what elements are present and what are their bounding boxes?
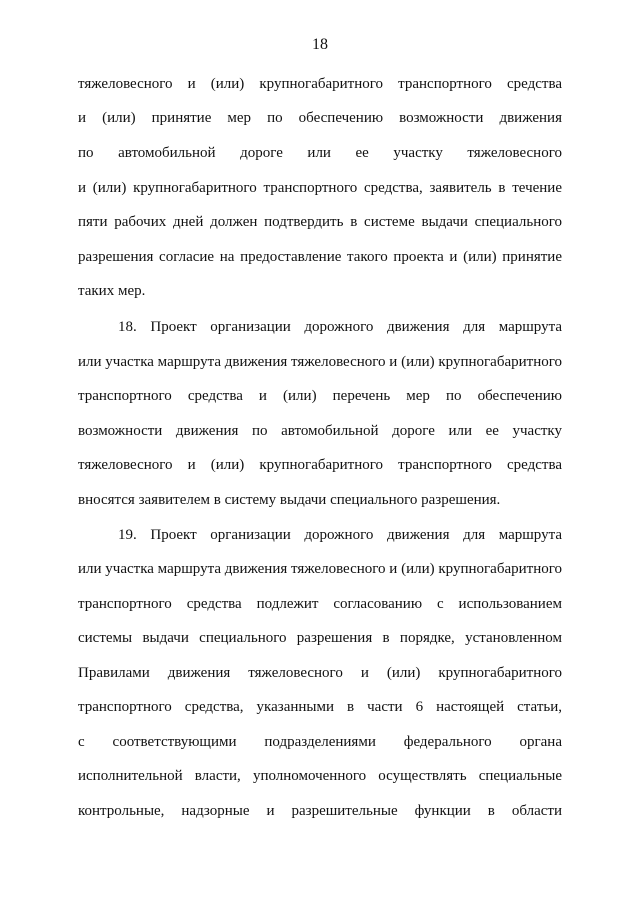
text-line-2: и (или) принятие мер по обеспечению возможности движения (78, 110, 562, 126)
text-line-3: по автомобильной дороге или ее участку тяжеловесного (78, 145, 562, 161)
text-line-6: разрешения согласие на предоставление такого проекта и (или) принятие (78, 249, 562, 265)
text-line-18: Правилами движения тяжеловесного и (или) крупногабаритного (78, 665, 562, 681)
text-line-7: таких мер. (78, 283, 146, 299)
text-line-9: или участка маршрута движения тяжеловесного и (или) крупногабаритного (78, 354, 562, 370)
text-line-5: пяти рабочих дней должен подтвердить в системе выдачи специального (78, 214, 562, 230)
text-line-22: контрольные, надзорные и разрешительные функции в области (78, 803, 562, 819)
text-line-17: системы выдачи специального разрешения в порядке, установленном (78, 630, 562, 646)
text-line-10: транспортного средства и (или) перечень мер по обеспечению (78, 388, 562, 404)
text-line-19: транспортного средства, указанными в части 6 настоящей статьи, (78, 699, 562, 715)
text-line-21: исполнительной власти, уполномоченного осуществлять специальные (78, 768, 562, 784)
text-line-16: транспортного средства подлежит согласованию с использованием (78, 596, 562, 612)
paragraph-18-start: 18. Проект организации дорожного движения для маршрута (118, 319, 562, 335)
text-line-13: вносятся заявителем в систему выдачи специального разрешения. (78, 492, 501, 508)
paragraph-19-start: 19. Проект организации дорожного движения для маршрута (118, 527, 562, 543)
text-line-1: тяжеловесного и (или) крупногабаритного транспортного средства (78, 76, 562, 92)
text-line-15: или участка маршрута движения тяжеловесного и (или) крупногабаритного (78, 561, 562, 577)
text-line-11: возможности движения по автомобильной дороге или ее участку (78, 423, 562, 439)
text-line-20: с соответствующими подразделениями федерального органа (78, 734, 562, 750)
text-line-12: тяжеловесного и (или) крупногабаритного транспортного средства (78, 457, 562, 473)
page-number: 18 (312, 36, 328, 53)
text-line-4: и (или) крупногабаритного транспортного средства, заявитель в течение (78, 180, 562, 196)
